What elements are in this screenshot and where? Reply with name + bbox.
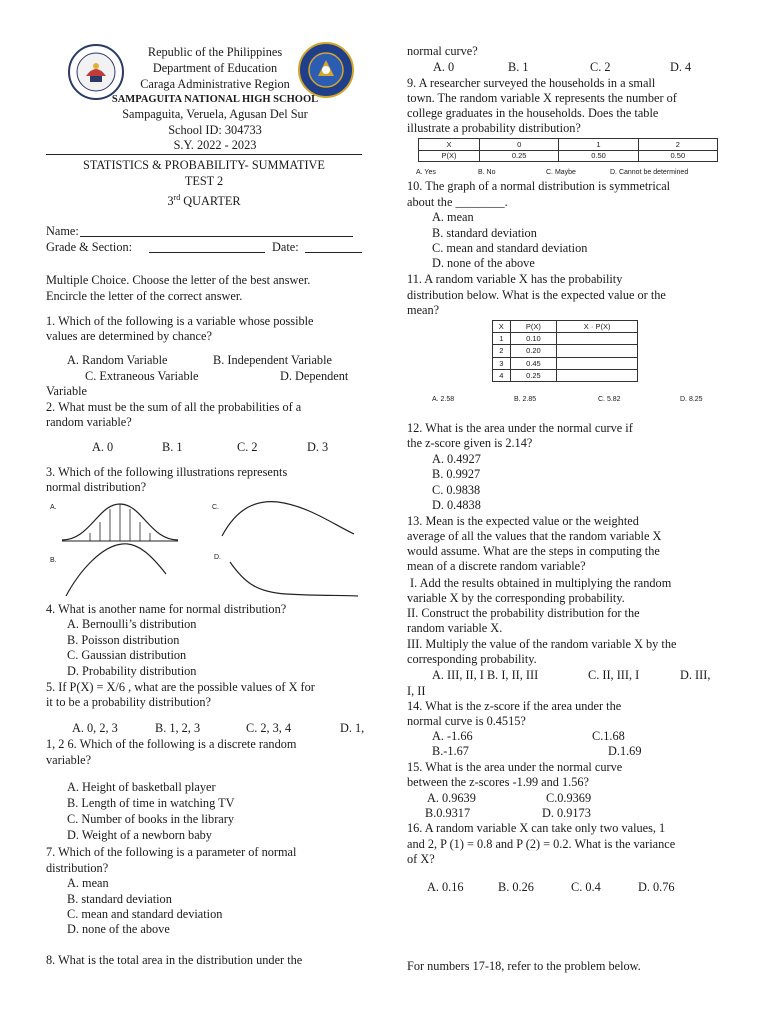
q6-option-c[interactable]: C. Number of books in the library xyxy=(67,812,235,826)
q14-option-b[interactable]: B.-1.67 xyxy=(432,744,469,758)
q7-option-c[interactable]: C. mean and standard deviation xyxy=(67,907,223,921)
q11-stem-3: mean? xyxy=(407,303,440,317)
grade-section-label: Grade & Section: xyxy=(46,240,133,254)
q15-option-c[interactable]: C.0.9369 xyxy=(546,791,592,805)
q3-graph-a-bell-curve[interactable] xyxy=(60,496,180,546)
q1-option-a[interactable]: A. Random Variable xyxy=(67,353,168,367)
q4-option-a[interactable]: A. Bernoulli’s distribution xyxy=(67,617,197,631)
q5-stem-1: 5. If P(X) = X/6 , what are the possible values of X for xyxy=(46,680,315,694)
q14-option-c[interactable]: C.1.68 xyxy=(592,729,625,743)
instructions-line1: Multiple Choice. Choose the letter of the best answer. xyxy=(46,273,311,287)
header-region: Caraga Administrative Region xyxy=(140,77,290,91)
table-cell: 0.50 xyxy=(638,150,717,162)
q5-option-d[interactable]: D. 1, xyxy=(340,721,365,735)
q10-option-b[interactable]: B. standard deviation xyxy=(432,226,537,240)
q8-option-c[interactable]: C. 2 xyxy=(590,60,611,74)
q1-stem-2: values are determined by chance? xyxy=(46,329,212,343)
q10-option-d[interactable]: D. none of the above xyxy=(432,256,535,270)
quarter-label: 3rd QUARTER xyxy=(167,193,241,209)
test-title: STATISTICS & PROBABILITY- SUMMATIVE xyxy=(83,158,325,172)
table-header: X xyxy=(493,321,511,333)
q12-option-b[interactable]: B. 0.9927 xyxy=(432,467,481,481)
q16-stem-1: 16. A random variable X can take only two values, 1 xyxy=(407,821,666,835)
q3-label-c[interactable]: C. xyxy=(212,504,219,511)
q8-stem-2: normal curve? xyxy=(407,44,478,58)
q9-stem-3: college graduates in the households. Does the table xyxy=(407,106,659,120)
q6-option-a[interactable]: A. Height of basketball player xyxy=(67,780,216,794)
q10-stem-2: about the ________. xyxy=(407,195,508,209)
table-cell: 0.50 xyxy=(559,150,638,162)
table-row xyxy=(419,150,718,162)
q4-stem: 4. What is another name for normal distribution? xyxy=(46,602,287,616)
q11-option-a[interactable]: A. 2.58 xyxy=(432,396,455,403)
q7-stem-1: 7. Which of the following is a parameter of normal xyxy=(46,845,297,859)
q1-option-d[interactable]: D. Dependent xyxy=(280,369,349,383)
q3-label-d[interactable]: D. xyxy=(214,554,221,561)
q16-option-b[interactable]: B. 0.26 xyxy=(498,880,534,894)
q9-probability-table xyxy=(418,138,718,162)
q9-stem-4: illustrate a probability distribution? xyxy=(407,121,581,135)
q7-option-d[interactable]: D. none of the above xyxy=(67,922,170,936)
q4-option-b[interactable]: B. Poisson distribution xyxy=(67,633,180,647)
table-cell: 0 xyxy=(480,139,559,151)
q6-stem-2: variable? xyxy=(46,753,92,767)
q13-option-ab[interactable]: A. III, II, I B. I, II, III xyxy=(432,668,539,682)
q2-stem-1: 2. What must be the sum of all the probabilities of a xyxy=(46,400,302,414)
q7-option-b[interactable]: B. standard deviation xyxy=(67,892,172,906)
q5-option-b[interactable]: B. 1, 2, 3 xyxy=(155,721,201,735)
q2-option-b[interactable]: B. 1 xyxy=(162,440,183,454)
q15-option-a[interactable]: A. 0.9639 xyxy=(427,791,476,805)
q6-option-d[interactable]: D. Weight of a newborn baby xyxy=(67,828,212,842)
test-number: TEST 2 xyxy=(184,174,224,188)
table-cell: 0.25 xyxy=(510,369,557,381)
table-cell: 0.45 xyxy=(510,357,557,369)
table-row xyxy=(493,345,638,357)
table-cell xyxy=(557,369,638,381)
q13-step-1b: variable X by the corresponding probability. xyxy=(407,591,625,605)
q9-option-c[interactable]: C. Maybe xyxy=(546,169,576,176)
q14-option-d[interactable]: D.1.69 xyxy=(608,744,642,758)
table-cell: 0.10 xyxy=(510,333,557,345)
name-label: Name: xyxy=(46,224,79,238)
q14-stem-2: normal curve is 0.4515? xyxy=(407,714,526,728)
q4-option-d[interactable]: D. Probability distribution xyxy=(67,664,197,678)
q16-stem-2: and 2, P (1) = 0.8 and P (2) = 0.2. What is the variance xyxy=(407,837,676,851)
q3-label-a[interactable]: A. xyxy=(50,504,57,511)
q12-option-c[interactable]: C. 0.9838 xyxy=(432,483,481,497)
table-cell: 0.25 xyxy=(480,150,559,162)
q9-stem-1: 9. A researcher surveyed the households in a small xyxy=(407,76,656,90)
q1-option-d-cont: Variable xyxy=(46,384,87,398)
table-cell xyxy=(557,333,638,345)
grade-section-field[interactable] xyxy=(149,252,265,253)
q11-stem-1: 11. A random variable X has the probability xyxy=(407,272,623,286)
q11-option-c[interactable]: C. 5.82 xyxy=(598,396,621,403)
q1-stem-1: 1. Which of the following is a variable whose possible xyxy=(46,314,314,328)
q10-stem-1: 10. The graph of a normal distribution is symmetrical xyxy=(407,179,671,193)
q13-step-1a: I. Add the results obtained in multiplying the random xyxy=(410,576,672,590)
table-cell: 1 xyxy=(559,139,638,151)
q1-option-b[interactable]: B. Independent Variable xyxy=(213,353,332,367)
q15-stem-2: between the z-scores -1.99 and 1.56? xyxy=(407,775,589,789)
q15-option-d[interactable]: D. 0.9173 xyxy=(542,806,591,820)
q13-stem-2: average of all the values that the random variable X xyxy=(407,529,662,543)
q10-option-a[interactable]: A. mean xyxy=(432,210,474,224)
q12-stem-2: the z-score given is 2.14? xyxy=(407,436,533,450)
q10-option-c[interactable]: C. mean and standard deviation xyxy=(432,241,588,255)
table-cell xyxy=(557,345,638,357)
school-id: School ID: 304733 xyxy=(168,123,262,137)
q11-stem-2: distribution below. What is the expected value or the xyxy=(407,288,666,302)
q13-step-2b: random variable X. xyxy=(407,621,503,635)
q9-stem-2: town. The random variable X represents the number of xyxy=(407,91,677,105)
q3-label-b[interactable]: B. xyxy=(50,557,57,564)
q2-option-a[interactable]: A. 0 xyxy=(92,440,114,454)
q3-graph-c-skewed-curve[interactable] xyxy=(218,494,358,544)
date-label: Date: xyxy=(272,240,299,254)
q9-option-d[interactable]: D. Cannot be determined xyxy=(610,169,689,176)
q11-probability-table xyxy=(492,320,638,382)
q8-option-d[interactable]: D. 4 xyxy=(670,60,692,74)
q4-option-c[interactable]: C. Gaussian distribution xyxy=(67,648,187,662)
q5-option-c[interactable]: C. 2, 3, 4 xyxy=(246,721,292,735)
q1-option-c[interactable]: C. Extraneous Variable xyxy=(85,369,199,383)
table-row xyxy=(493,369,638,381)
school-address: Sampaguita, Veruela, Agusan Del Sur xyxy=(122,107,308,121)
table-cell xyxy=(557,357,638,369)
q6-stem-1: 1, 2 6. Which of the following is a discrete random xyxy=(46,737,297,751)
q15-stem-1: 15. What is the area under the normal curve xyxy=(407,760,623,774)
table-row xyxy=(493,321,638,333)
q3-stem-2: normal distribution? xyxy=(46,480,147,494)
q15-option-b[interactable]: B.0.9317 xyxy=(425,806,471,820)
q14-option-a[interactable]: A. -1.66 xyxy=(432,729,473,743)
q11-option-d[interactable]: D. 8.25 xyxy=(680,396,703,403)
footer-note: For numbers 17-18, refer to the problem below. xyxy=(407,959,641,973)
q13-step-3b: corresponding probability. xyxy=(407,652,537,666)
table-cell: 3 xyxy=(493,357,511,369)
school-name: SAMPAGUITA NATIONAL HIGH SCHOOL xyxy=(111,94,319,105)
q8-stem-1: 8. What is the total area in the distribution under the xyxy=(46,953,303,967)
q12-stem-1: 12. What is the area under the normal curve if xyxy=(407,421,633,435)
q13-stem-1: 13. Mean is the expected value or the weighted xyxy=(407,514,639,528)
q2-stem-2: random variable? xyxy=(46,415,132,429)
q14-stem-1: 14. What is the z-score if the area under the xyxy=(407,699,622,713)
q8-option-b[interactable]: B. 1 xyxy=(508,60,529,74)
q13-stem-3: would assume. What are the steps in computing the xyxy=(407,544,660,558)
q3-graph-d-declining-curve[interactable] xyxy=(226,548,361,598)
table-row xyxy=(419,139,718,151)
header-rule xyxy=(46,154,362,155)
q7-option-a[interactable]: A. mean xyxy=(67,876,109,890)
instructions-line2: Encircle the letter of the correct answer. xyxy=(46,289,243,303)
q16-option-c[interactable]: C. 0.4 xyxy=(571,880,601,894)
q16-option-a[interactable]: A. 0.16 xyxy=(427,880,464,894)
q13-step-2a: II. Construct the probability distribution for the xyxy=(407,606,640,620)
q7-stem-2: distribution? xyxy=(46,861,109,875)
q3-stem-1: 3. Which of the following illustrations represents xyxy=(46,465,288,479)
q13-option-c[interactable]: C. II, III, I xyxy=(588,668,640,682)
q13-option-d[interactable]: D. III, xyxy=(680,668,711,682)
table-cell: 1 xyxy=(493,333,511,345)
q13-stem-4: mean of a discrete random variable? xyxy=(407,559,586,573)
table-row xyxy=(493,333,638,345)
q6-option-b[interactable]: B. Length of time in watching TV xyxy=(67,796,235,810)
q9-option-b[interactable]: B. No xyxy=(478,169,496,176)
q12-option-d[interactable]: D. 0.4838 xyxy=(432,498,481,512)
table-header: X · P(X) xyxy=(557,321,638,333)
q16-option-d[interactable]: D. 0.76 xyxy=(638,880,675,894)
table-cell: X xyxy=(419,139,480,151)
q2-option-c[interactable]: C. 2 xyxy=(237,440,258,454)
q5-option-a[interactable]: A. 0, 2, 3 xyxy=(72,721,118,735)
table-cell: 4 xyxy=(493,369,511,381)
table-cell: 2 xyxy=(638,139,717,151)
q13-option-d-cont: I, II xyxy=(407,684,426,698)
q2-option-d[interactable]: D. 3 xyxy=(307,440,329,454)
q13-step-3a: III. Multiply the value of the random variable X by the xyxy=(407,637,677,651)
table-cell: P(X) xyxy=(419,150,480,162)
q5-stem-2: it to be a probability distribution? xyxy=(46,695,211,709)
header-republic: Republic of the Philippines xyxy=(147,45,283,59)
header-department: Department of Education xyxy=(152,61,278,75)
q3-graph-b-rising-curve[interactable] xyxy=(62,540,172,600)
q16-stem-3: of X? xyxy=(407,852,435,866)
table-header: P(X) xyxy=(510,321,557,333)
table-cell: 0.20 xyxy=(510,345,557,357)
table-row xyxy=(493,357,638,369)
table-cell: 2 xyxy=(493,345,511,357)
date-field[interactable] xyxy=(305,252,362,253)
school-year: S.Y. 2022 - 2023 xyxy=(173,138,257,152)
name-field[interactable] xyxy=(80,236,353,237)
q11-option-b[interactable]: B. 2.85 xyxy=(514,396,537,403)
q8-option-a[interactable]: A. 0 xyxy=(433,60,455,74)
q12-option-a[interactable]: A. 0.4927 xyxy=(432,452,481,466)
q9-option-a[interactable]: A. Yes xyxy=(416,169,436,176)
